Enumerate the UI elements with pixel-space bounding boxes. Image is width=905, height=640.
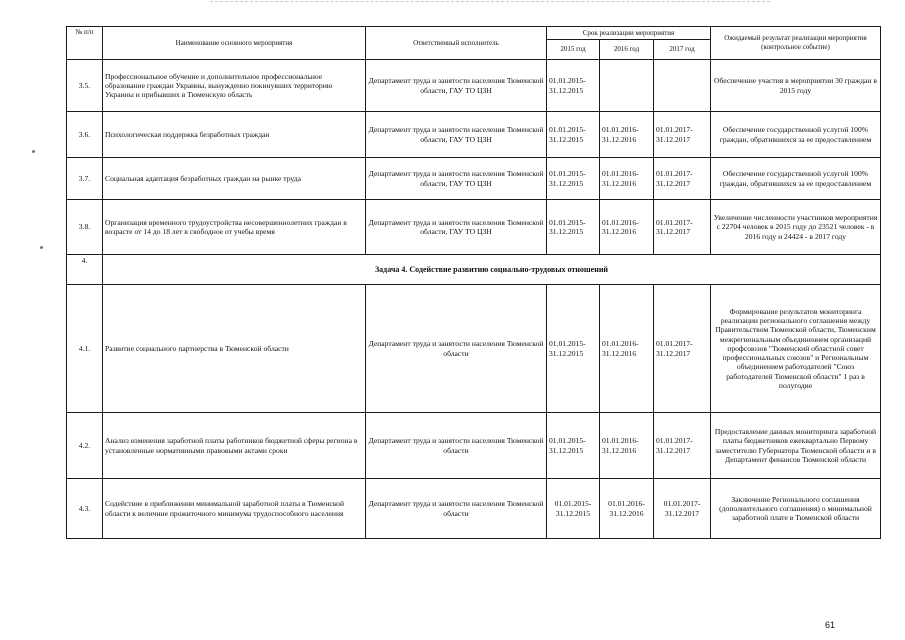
row-period-2015: 01.01.2015-31.12.2015: [547, 200, 600, 255]
row-executor: Департамент труда и занятости населения Тюменской области: [366, 479, 547, 539]
table-row: [67, 413, 881, 479]
page-number: 61: [824, 620, 835, 630]
row-result: Обеспечение участия в мероприятии 30 граждан в 2015 году: [711, 60, 881, 112]
row-period-2017: 01.01.2017-31.12.2017: [654, 112, 711, 158]
header-activity: Наименование основного мероприятия: [103, 27, 366, 60]
row-activity: Организация временного трудоустройства несовершеннолетних граждан в возрасте от 14 до 18 лет в свободное от учебы время: [103, 200, 366, 255]
scan-top-line: [210, 1, 770, 2]
table-row: [67, 200, 881, 255]
row-period-2017: 01.01.2017-31.12.2017: [654, 285, 711, 413]
activities-table: [66, 26, 881, 539]
row-period-2016: 01.01.2016-31.12.2016: [600, 285, 654, 413]
row-activity: Анализ изменения заработной платы работников бюджетной сферы региона в установленные нормативными правовыми актами сроки: [103, 413, 366, 479]
row-period-2017: 01.01.2017-31.12.2017: [654, 200, 711, 255]
row-period-2016: 01.01.2016-31.12.2016: [600, 479, 654, 539]
table-row: [67, 479, 881, 539]
row-period-2016: [600, 60, 654, 112]
row-result: Обеспечение государственной услугой 100% граждан, обратившихся за ее предоставлением: [711, 158, 881, 200]
row-period-2015: 01.01.2015-31.12.2015: [547, 60, 600, 112]
row-executor: Департамент труда и занятости населения Тюменской области, ГАУ ТО ЦЗН: [366, 60, 547, 112]
row-period-2017: [654, 60, 711, 112]
row-period-2016: 01.01.2016-31.12.2016: [600, 200, 654, 255]
header-num: № п/п: [67, 27, 103, 60]
header-period: Срок реализации мероприятия: [547, 27, 711, 40]
row-num: 3.8.: [67, 200, 103, 255]
task-row: [67, 255, 881, 285]
table-row: [67, 158, 881, 200]
row-period-2015: 01.01.2015-31.12.2015: [547, 413, 600, 479]
scan-margin-dot: [40, 246, 43, 249]
row-activity: Социальная адаптация безработных граждан на рынке труда: [103, 158, 366, 200]
row-period-2016: 01.01.2016-31.12.2016: [600, 112, 654, 158]
header-2017: 2017 год: [654, 40, 711, 60]
row-period-2017: 01.01.2017-31.12.2017: [654, 158, 711, 200]
row-period-2015: 01.01.2015-31.12.2015: [547, 479, 600, 539]
row-result: Увеличение численности участников мероприятия с 22704 человек в 2015 году до 23521 человек - в 2016 году и 24424 - в 2017 году: [711, 200, 881, 255]
row-period-2015: 01.01.2015-31.12.2015: [547, 285, 600, 413]
table-row: [67, 285, 881, 413]
row-executor: Департамент труда и занятости населения Тюменской области, ГАУ ТО ЦЗН: [366, 158, 547, 200]
row-result: Заключение Регионального соглашения (дополнительного соглашения) о минимальной заработной плате в Тюменской области: [711, 479, 881, 539]
task-title: Задача 4. Содействие развитию социально-трудовых отношений: [103, 255, 881, 285]
row-period-2017: 01.01.2017-31.12.2017: [654, 479, 711, 539]
row-activity: Профессиональное обучение и дополнительное профессиональное образование граждан Украины, вынужденно покинувших территорию Украины и прибывших в Тюменскую область: [103, 60, 366, 112]
table-header-row: [67, 27, 881, 40]
row-period-2017: 01.01.2017-31.12.2017: [654, 413, 711, 479]
row-num: 3.5.: [67, 60, 103, 112]
row-num: 3.6.: [67, 112, 103, 158]
header-result: Ожидаемый результат реализации мероприятия (контрольное событие): [711, 27, 881, 60]
row-result: Формирование результатов мониторинга реализации регионального соглашения между Правительством Тюменской области, Тюменским межрегиональным объединением организаций профсоюзов "Тюменский областной совет профессиональных союзов" и Региональным объединением работодателей "Союз работодателей Тюменской области" 1 раз в полугодие: [711, 285, 881, 413]
header-2015: 2015 год: [547, 40, 600, 60]
row-period-2015: 01.01.2015-31.12.2015: [547, 158, 600, 200]
header-executor: Ответственный исполнитель: [366, 27, 547, 60]
row-executor: Департамент труда и занятости населения Тюменской области: [366, 285, 547, 413]
row-num: 4.2.: [67, 413, 103, 479]
table-row: [67, 60, 881, 112]
row-period-2016: 01.01.2016-31.12.2016: [600, 158, 654, 200]
row-activity: Психологическая поддержка безработных граждан: [103, 112, 366, 158]
row-activity: Содействие в приближении минимальной заработной платы в Тюменской области к величине прожиточного минимума трудоспособного населения: [103, 479, 366, 539]
row-executor: Департамент труда и занятости населения Тюменской области: [366, 413, 547, 479]
row-num: 4.1.: [67, 285, 103, 413]
scan-margin-dot: [32, 150, 35, 153]
table-row: [67, 112, 881, 158]
row-activity: Развитие социального партнерства в Тюменской области: [103, 285, 366, 413]
row-period-2016: 01.01.2016-31.12.2016: [600, 413, 654, 479]
row-result: Предоставление данных мониторинга заработной платы бюджетников ежеквартально Первому заместителю Губернатора Тюменской области и в Департамент финансов Тюменской области: [711, 413, 881, 479]
row-period-2015: 01.01.2015-31.12.2015: [547, 112, 600, 158]
row-num: 3.7.: [67, 158, 103, 200]
row-executor: Департамент труда и занятости населения Тюменской области, ГАУ ТО ЦЗН: [366, 200, 547, 255]
header-2016: 2016 год: [600, 40, 654, 60]
row-executor: Департамент труда и занятости населения Тюменской области, ГАУ ТО ЦЗН: [366, 112, 547, 158]
row-result: Обеспечение государственной услугой 100% граждан, обратившихся за ее предоставлением: [711, 112, 881, 158]
task-num: 4.: [67, 255, 103, 285]
row-num: 4.3.: [67, 479, 103, 539]
